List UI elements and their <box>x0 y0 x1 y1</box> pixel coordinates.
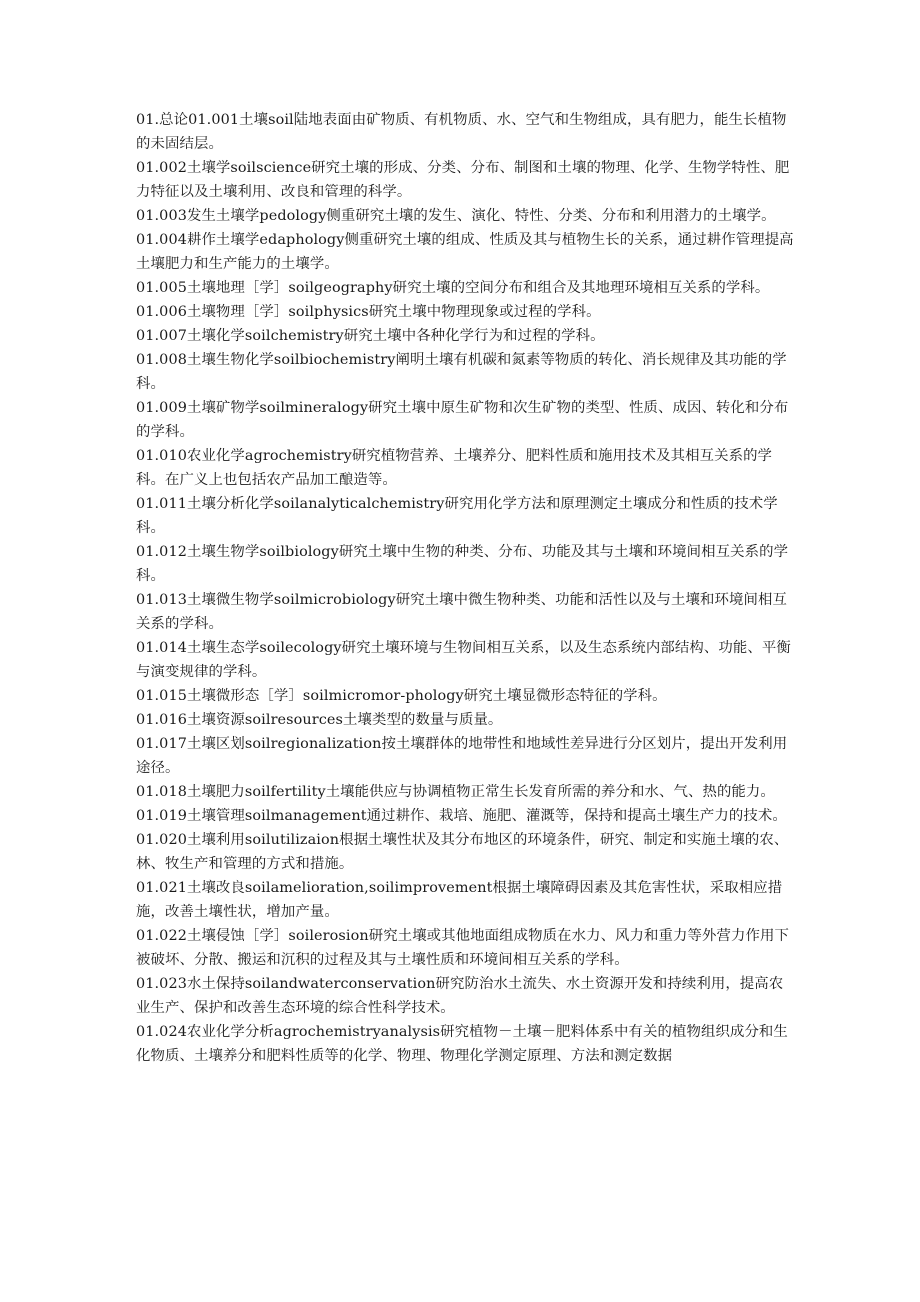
entry-01-020: 01.020土壤利用soilutilizaion根据土壤性状及其分布地区的环境条件，研究、制定和实施土壤的农、林、牧生产和管理的方式和措施。 <box>136 832 789 872</box>
entry-01-014: 01.014土壤生态学soilecology研究土壤环境与生物间相互关系，以及生态系统内部结构、功能、平衡与演变规律的学科。 <box>136 640 791 680</box>
entry-01-022: 01.022土壤侵蚀［学］soilerosion研究土壤或其他地面组成物质在水力、风力和重力等外营力作用下被破坏、分散、搬运和沉积的过程及其与土壤性质和环境间相互关系的学科。 <box>136 928 789 968</box>
entry-01-002: 01.002土壤学soilscience研究土壤的形成、分类、分布、制图和土壤的物理、化学、生物学特性、肥力特征以及土壤利用、改良和管理的科学。 <box>136 160 790 200</box>
entry-01-021: 01.021土壤改良soilamelioration,soilimprovement根据土壤障碍因素及其危害性状，采取相应措施，改善土壤性状，增加产量。 <box>136 880 783 920</box>
entry-01-012: 01.012土壤生物学soilbiology研究土壤中生物的种类、分布、功能及其与土壤和环境间相互关系的学科。 <box>136 544 789 584</box>
entry-01-003: 01.003发生土壤学pedology侧重研究土壤的发生、演化、特性、分类、分布和利用潜力的土壤学。 <box>136 208 776 224</box>
entry-01-018: 01.018土壤肥力soilfertility土壤能供应与协调植物正常生长发育所需的养分和水、气、热的能力。 <box>136 784 775 800</box>
entry-01-015: 01.015土壤微形态［学］soilmicromor-phology研究土壤显微形态特征的学科。 <box>136 688 667 704</box>
entry-01-010: 01.010农业化学agrochemistry研究植物营养、土壤养分、肥料性质和施用技术及其相互关系的学科。在广义上也包括农产品加工酿造等。 <box>136 448 773 488</box>
entry-01-006: 01.006土壤物理［学］soilphysics研究土壤中物理现象或过程的学科。 <box>136 304 601 320</box>
entry-01-001: 01.总论01.001土壤soil陆地表面由矿物质、有机物质、水、空气和生物组成，具有肥力，能生长植物的未固结层。 <box>136 112 787 152</box>
entry-01-011: 01.011土壤分析化学soilanalyticalchemistry研究用化学方法和原理测定土壤成分和性质的技术学科。 <box>136 496 778 536</box>
entry-01-023: 01.023水土保持soilandwaterconservation研究防治水土流失、水土资源开发和持续利用，提高农业生产、保护和改善生态环境的综合性科学技术。 <box>136 976 784 1016</box>
entry-01-008: 01.008土壤生物化学soilbiochemistry阐明土壤有机碳和氮素等物质的转化、消长规律及其功能的学科。 <box>136 352 787 392</box>
entry-01-007: 01.007土壤化学soilchemistry研究土壤中各种化学行为和过程的学科。 <box>136 328 605 344</box>
entry-01-009: 01.009土壤矿物学soilmineralogy研究土壤中原生矿物和次生矿物的类型、性质、成因、转化和分布的学科。 <box>136 400 789 440</box>
entry-01-005: 01.005土壤地理［学］soilgeography研究土壤的空间分布和组合及其地理环境相互关系的学科。 <box>136 280 770 296</box>
entry-01-016: 01.016土壤资源soilresources土壤类型的数量与质量。 <box>136 712 503 728</box>
entry-01-004: 01.004耕作土壤学edaphology侧重研究土壤的组成、性质及其与植物生长的关系，通过耕作管理提高土壤肥力和生产能力的土壤学。 <box>136 232 794 272</box>
entry-01-019: 01.019土壤管理soilmanagement通过耕作、栽培、施肥、灌溉等，保持和提高土壤生产力的技术。 <box>136 808 787 824</box>
glossary-entries <box>136 108 796 1068</box>
entry-01-013: 01.013土壤微生物学soilmicrobiology研究土壤中微生物种类、功能和活性以及与土壤和环境间相互关系的学科。 <box>136 592 787 632</box>
entry-01-017: 01.017土壤区划soilregionalization按土壤群体的地带性和地域性差异进行分区划片，提出开发利用途径。 <box>136 736 788 776</box>
entry-01-024: 01.024农业化学分析agrochemistryanalysis研究植物－土壤－肥料体系中有关的植物组织成分和生化物质、土壤养分和肥料性质等的化学、物理、物理化学测定原理、方法和测定数据 <box>136 1024 788 1064</box>
